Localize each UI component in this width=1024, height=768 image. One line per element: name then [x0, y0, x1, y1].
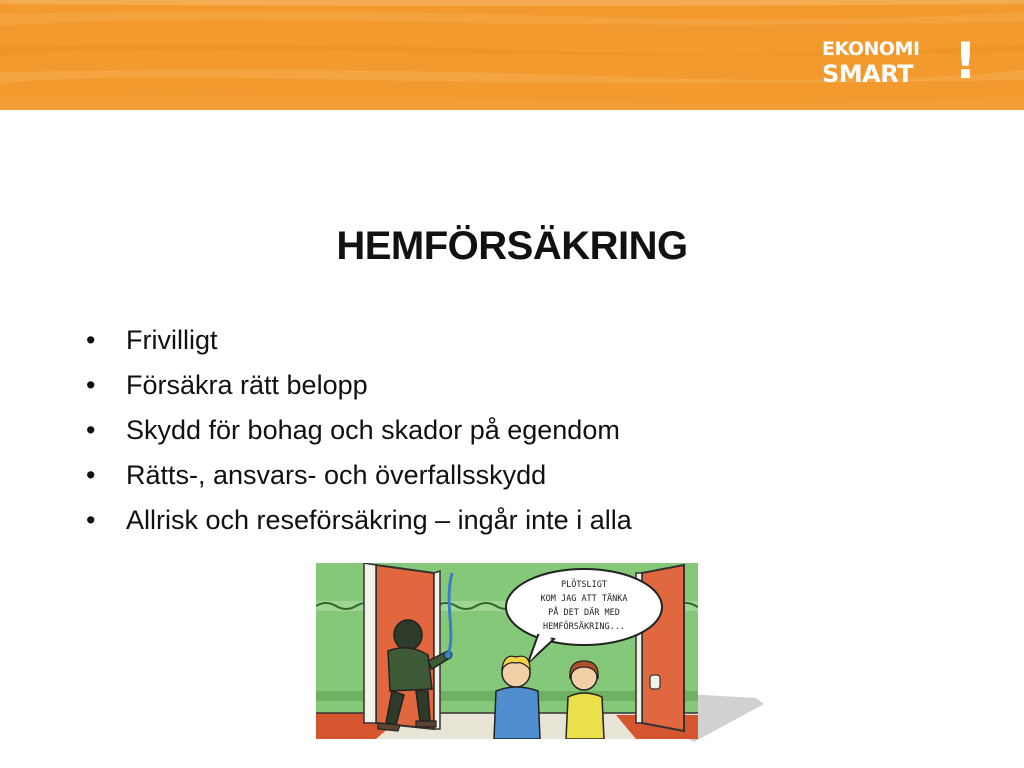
speech-line-1: PLÖTSLIGT: [560, 580, 608, 590]
bullet-item: [86, 453, 632, 498]
bullet-item: [86, 318, 632, 363]
bullet-dot-icon: •: [86, 460, 96, 490]
bullet-item: [86, 498, 632, 543]
bullet-text: Frivilligt: [126, 325, 218, 355]
ekonomi-smart-logo: [822, 32, 977, 90]
bullet-text: Rätts-, ansvars- och överfallsskydd: [126, 460, 547, 490]
bullet-text: Allrisk och reseförsäkring – ingår inte i alla: [126, 505, 632, 535]
bullet-text: Skydd för bohag och skador på egendom: [126, 415, 620, 445]
header-banner: [0, 0, 1024, 110]
logo-line-1: EKONOMI: [822, 38, 920, 60]
bullet-dot-icon: •: [86, 325, 96, 355]
logo-exclamation: !: [954, 32, 977, 90]
bullet-text: Försäkra rätt belopp: [126, 370, 368, 400]
speech-line-2: KOM JAG ATT TÄNKA: [540, 594, 628, 604]
bullet-dot-icon: •: [86, 370, 96, 400]
speech-line-4: HEMFÖRSÄKRING...: [543, 622, 625, 632]
bullet-item: [86, 363, 632, 408]
logo-line-2: SMART: [822, 60, 914, 88]
bullet-list: [86, 318, 632, 543]
slide-title: HEMFÖRSÄKRING: [336, 224, 688, 268]
bullet-item: [86, 408, 632, 453]
speech-line-3: PÅ DET DÄR MED: [548, 608, 620, 618]
cartoon-illustration: [316, 563, 698, 739]
bullet-dot-icon: •: [86, 505, 96, 535]
bullet-dot-icon: •: [86, 415, 96, 445]
picture-shadow: [686, 694, 766, 744]
